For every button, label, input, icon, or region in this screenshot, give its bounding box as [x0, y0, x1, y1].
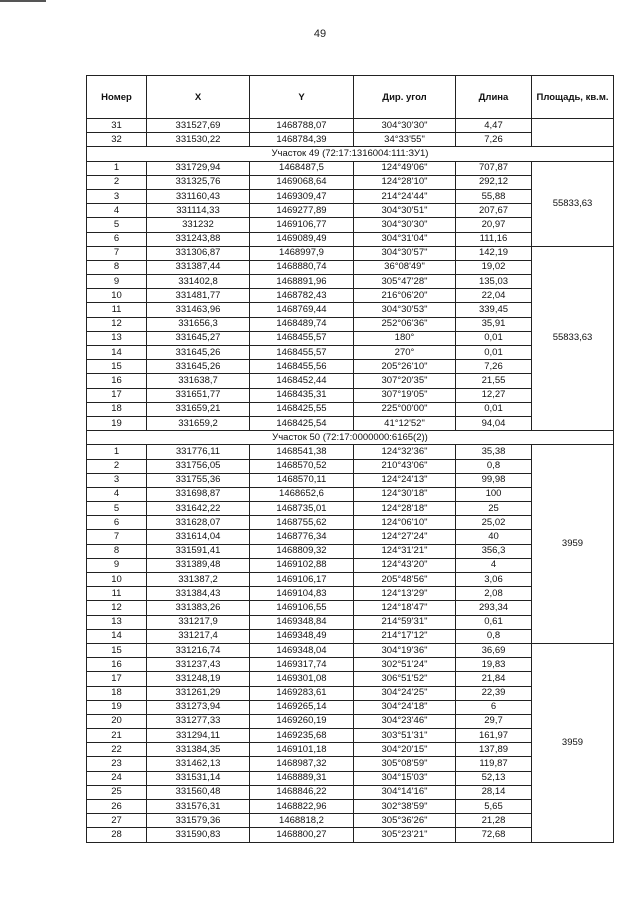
- y-coordinate: 1469309,47: [250, 189, 354, 203]
- length: 36,69: [456, 643, 532, 657]
- length: 22,39: [456, 686, 532, 700]
- table-row: [87, 643, 614, 657]
- x-coordinate: 331651,77: [147, 388, 250, 402]
- length: 4: [456, 558, 532, 572]
- length: 339,45: [456, 303, 532, 317]
- direction-angle: 304°20'15": [354, 743, 456, 757]
- y-coordinate: 1468541,38: [250, 445, 354, 459]
- y-coordinate: 1469101,18: [250, 743, 354, 757]
- point-number: 4: [87, 487, 147, 501]
- length: 0,8: [456, 629, 532, 643]
- y-coordinate: 1468570,11: [250, 473, 354, 487]
- length: 21,28: [456, 814, 532, 828]
- point-number: 12: [87, 317, 147, 331]
- y-coordinate: 1468455,57: [250, 331, 354, 345]
- length: 25: [456, 502, 532, 516]
- point-number: 24: [87, 771, 147, 785]
- direction-angle: 302°38'59": [354, 800, 456, 814]
- x-coordinate: 331384,43: [147, 587, 250, 601]
- point-number: 6: [87, 516, 147, 530]
- point-number: 12: [87, 601, 147, 615]
- direction-angle: 304°30'51": [354, 204, 456, 218]
- direction-angle: 36°08'49": [354, 260, 456, 274]
- x-coordinate: 331463,96: [147, 303, 250, 317]
- direction-angle: 124°27'24": [354, 530, 456, 544]
- header-length: Длина: [456, 76, 532, 119]
- y-coordinate: 1469106,77: [250, 218, 354, 232]
- direction-angle: 214°24'44": [354, 189, 456, 203]
- header-y: Y: [250, 76, 354, 119]
- x-coordinate: 331402,8: [147, 275, 250, 289]
- section-title: Участок 49 (72:17:1316004:111:ЗУ1): [87, 147, 614, 161]
- length: 7,26: [456, 360, 532, 374]
- point-number: 11: [87, 303, 147, 317]
- point-number: 3: [87, 473, 147, 487]
- direction-angle: 124°24'13": [354, 473, 456, 487]
- header-number: Номер: [87, 76, 147, 119]
- point-number: 8: [87, 544, 147, 558]
- length: 29,7: [456, 714, 532, 728]
- x-coordinate: 331590,83: [147, 828, 250, 842]
- y-coordinate: 1468809,32: [250, 544, 354, 558]
- direction-angle: 210°43'06": [354, 459, 456, 473]
- length: 7,26: [456, 133, 532, 147]
- point-number: 7: [87, 530, 147, 544]
- x-coordinate: 331645,26: [147, 360, 250, 374]
- y-coordinate: 1469348,49: [250, 629, 354, 643]
- y-coordinate: 1468769,44: [250, 303, 354, 317]
- point-number: 6: [87, 232, 147, 246]
- length: 0,01: [456, 331, 532, 345]
- y-coordinate: 1468987,32: [250, 757, 354, 771]
- direction-angle: 305°23'21": [354, 828, 456, 842]
- x-coordinate: 331261,29: [147, 686, 250, 700]
- x-coordinate: 331306,87: [147, 246, 250, 260]
- point-number: 5: [87, 218, 147, 232]
- length: 35,91: [456, 317, 532, 331]
- x-coordinate: 331277,33: [147, 714, 250, 728]
- point-number: 21: [87, 729, 147, 743]
- x-coordinate: 331527,69: [147, 119, 250, 133]
- point-number: 16: [87, 374, 147, 388]
- y-coordinate: 1468880,74: [250, 260, 354, 274]
- y-coordinate: 1468776,34: [250, 530, 354, 544]
- x-coordinate: 331387,44: [147, 260, 250, 274]
- y-coordinate: 1468435,31: [250, 388, 354, 402]
- point-number: 19: [87, 700, 147, 714]
- y-coordinate: 1469260,19: [250, 714, 354, 728]
- length: 137,89: [456, 743, 532, 757]
- y-coordinate: 1468846,22: [250, 785, 354, 799]
- length: 707,87: [456, 161, 532, 175]
- direction-angle: 124°49'06": [354, 161, 456, 175]
- direction-angle: 252°06'36": [354, 317, 456, 331]
- area-value: 3959: [532, 643, 614, 842]
- length: 22,04: [456, 289, 532, 303]
- length: 135,03: [456, 275, 532, 289]
- x-coordinate: 331628,07: [147, 516, 250, 530]
- direction-angle: 124°06'10": [354, 516, 456, 530]
- point-number: 18: [87, 686, 147, 700]
- length: 35,38: [456, 445, 532, 459]
- length: 6: [456, 700, 532, 714]
- length: 207,67: [456, 204, 532, 218]
- x-coordinate: 331638,7: [147, 374, 250, 388]
- direction-angle: 205°48'56": [354, 573, 456, 587]
- length: 19,83: [456, 658, 532, 672]
- section-title: Участок 50 (72:17:0000000:6165(2)): [87, 431, 614, 445]
- length: 20,97: [456, 218, 532, 232]
- direction-angle: 304°23'46": [354, 714, 456, 728]
- point-number: 3: [87, 189, 147, 203]
- y-coordinate: 1468487,5: [250, 161, 354, 175]
- x-coordinate: 331645,27: [147, 331, 250, 345]
- length: 5,65: [456, 800, 532, 814]
- point-number: 32: [87, 133, 147, 147]
- x-coordinate: 331776,11: [147, 445, 250, 459]
- point-number: 2: [87, 175, 147, 189]
- length: 12,27: [456, 388, 532, 402]
- point-number: 7: [87, 246, 147, 260]
- point-number: 5: [87, 502, 147, 516]
- header-direction-angle: Дир. угол: [354, 76, 456, 119]
- length: 94,04: [456, 416, 532, 430]
- x-coordinate: 331591,41: [147, 544, 250, 558]
- x-coordinate: 331729,94: [147, 161, 250, 175]
- x-coordinate: 331530,22: [147, 133, 250, 147]
- y-coordinate: 1469277,89: [250, 204, 354, 218]
- direction-angle: 304°30'30": [354, 119, 456, 133]
- x-coordinate: 331160,43: [147, 189, 250, 203]
- y-coordinate: 1469068,64: [250, 175, 354, 189]
- point-number: 9: [87, 275, 147, 289]
- y-coordinate: 1468455,56: [250, 360, 354, 374]
- length: 52,13: [456, 771, 532, 785]
- x-coordinate: 331217,9: [147, 615, 250, 629]
- point-number: 19: [87, 416, 147, 430]
- y-coordinate: 1469348,04: [250, 643, 354, 657]
- y-coordinate: 1468570,52: [250, 459, 354, 473]
- area-value: 55833,63: [532, 246, 614, 430]
- point-number: 8: [87, 260, 147, 274]
- x-coordinate: 331384,35: [147, 743, 250, 757]
- y-coordinate: 1469104,83: [250, 587, 354, 601]
- direction-angle: 305°36'26": [354, 814, 456, 828]
- x-coordinate: 331389,48: [147, 558, 250, 572]
- direction-angle: 305°47'28": [354, 275, 456, 289]
- point-number: 20: [87, 714, 147, 728]
- section-title-row: [87, 431, 614, 445]
- table-row: [87, 119, 614, 133]
- point-number: 11: [87, 587, 147, 601]
- y-coordinate: 1468455,57: [250, 346, 354, 360]
- length: 21,84: [456, 672, 532, 686]
- direction-angle: 216°06'20": [354, 289, 456, 303]
- x-coordinate: 331656,3: [147, 317, 250, 331]
- direction-angle: 307°19'05": [354, 388, 456, 402]
- table-row: [87, 246, 614, 260]
- y-coordinate: 1468652,6: [250, 487, 354, 501]
- y-coordinate: 1468818,2: [250, 814, 354, 828]
- point-number: 14: [87, 629, 147, 643]
- y-coordinate: 1468755,62: [250, 516, 354, 530]
- x-coordinate: 331642,22: [147, 502, 250, 516]
- point-number: 10: [87, 573, 147, 587]
- x-coordinate: 331217,4: [147, 629, 250, 643]
- point-number: 31: [87, 119, 147, 133]
- direction-angle: 302°51'24": [354, 658, 456, 672]
- direction-angle: 305°08'59": [354, 757, 456, 771]
- direction-angle: 270°: [354, 346, 456, 360]
- x-coordinate: 331462,13: [147, 757, 250, 771]
- length: 0,61: [456, 615, 532, 629]
- length: 142,19: [456, 246, 532, 260]
- length: 0,01: [456, 346, 532, 360]
- y-coordinate: 1469348,84: [250, 615, 354, 629]
- table-row: [87, 161, 614, 175]
- x-coordinate: 331755,36: [147, 473, 250, 487]
- x-coordinate: 331273,94: [147, 700, 250, 714]
- point-number: 17: [87, 672, 147, 686]
- direction-angle: 307°20'35": [354, 374, 456, 388]
- page-number: 49: [313, 28, 327, 40]
- point-number: 22: [87, 743, 147, 757]
- length: 55,88: [456, 189, 532, 203]
- length: 21,55: [456, 374, 532, 388]
- y-coordinate: 1469089,49: [250, 232, 354, 246]
- x-coordinate: 331243,88: [147, 232, 250, 246]
- y-coordinate: 1469102,88: [250, 558, 354, 572]
- y-coordinate: 1469235,68: [250, 729, 354, 743]
- direction-angle: 304°30'57": [354, 246, 456, 260]
- x-coordinate: 331698,87: [147, 487, 250, 501]
- point-number: 2: [87, 459, 147, 473]
- y-coordinate: 1469106,17: [250, 573, 354, 587]
- direction-angle: 124°43'20": [354, 558, 456, 572]
- header-area: Площадь, кв.м.: [532, 76, 614, 119]
- x-coordinate: 331645,26: [147, 346, 250, 360]
- coordinates-table: [86, 75, 614, 843]
- y-coordinate: 1468735,01: [250, 502, 354, 516]
- length: 4,47: [456, 119, 532, 133]
- point-number: 15: [87, 643, 147, 657]
- point-number: 26: [87, 800, 147, 814]
- y-coordinate: 1469283,61: [250, 686, 354, 700]
- point-number: 15: [87, 360, 147, 374]
- x-coordinate: 331756,05: [147, 459, 250, 473]
- table-body: [87, 119, 614, 843]
- direction-angle: 225°00'00": [354, 402, 456, 416]
- point-number: 13: [87, 615, 147, 629]
- y-coordinate: 1468788,07: [250, 119, 354, 133]
- x-coordinate: 331481,77: [147, 289, 250, 303]
- table-header-row: [87, 76, 614, 119]
- direction-angle: 214°17'12": [354, 629, 456, 643]
- x-coordinate: 331531,14: [147, 771, 250, 785]
- direction-angle: 180°: [354, 331, 456, 345]
- direction-angle: 34°33'55": [354, 133, 456, 147]
- point-number: 27: [87, 814, 147, 828]
- point-number: 23: [87, 757, 147, 771]
- length: 3,06: [456, 573, 532, 587]
- y-coordinate: 1469265,14: [250, 700, 354, 714]
- point-number: 14: [87, 346, 147, 360]
- length: 28,14: [456, 785, 532, 799]
- point-number: 10: [87, 289, 147, 303]
- length: 99,98: [456, 473, 532, 487]
- y-coordinate: 1468891,96: [250, 275, 354, 289]
- length: 40: [456, 530, 532, 544]
- x-coordinate: 331294,11: [147, 729, 250, 743]
- x-coordinate: 331237,43: [147, 658, 250, 672]
- point-number: 13: [87, 331, 147, 345]
- y-coordinate: 1468997,9: [250, 246, 354, 260]
- direction-angle: 124°30'18": [354, 487, 456, 501]
- y-coordinate: 1468800,27: [250, 828, 354, 842]
- point-number: 25: [87, 785, 147, 799]
- y-coordinate: 1468782,43: [250, 289, 354, 303]
- y-coordinate: 1468425,54: [250, 416, 354, 430]
- direction-angle: 41°12'52": [354, 416, 456, 430]
- x-coordinate: 331576,31: [147, 800, 250, 814]
- x-coordinate: 331383,26: [147, 601, 250, 615]
- x-coordinate: 331216,74: [147, 643, 250, 657]
- direction-angle: 124°28'18": [354, 502, 456, 516]
- y-coordinate: 1469317,74: [250, 658, 354, 672]
- direction-angle: 304°15'03": [354, 771, 456, 785]
- direction-angle: 304°24'25": [354, 686, 456, 700]
- table-row: [87, 445, 614, 459]
- point-number: 17: [87, 388, 147, 402]
- y-coordinate: 1468452,44: [250, 374, 354, 388]
- direction-angle: 124°32'36": [354, 445, 456, 459]
- direction-angle: 304°31'04": [354, 232, 456, 246]
- x-coordinate: 331560,48: [147, 785, 250, 799]
- x-coordinate: 331614,04: [147, 530, 250, 544]
- direction-angle: 214°59'31": [354, 615, 456, 629]
- direction-angle: 124°18'47": [354, 601, 456, 615]
- direction-angle: 304°19'36": [354, 643, 456, 657]
- x-coordinate: 331114,33: [147, 204, 250, 218]
- point-number: 28: [87, 828, 147, 842]
- y-coordinate: 1468489,74: [250, 317, 354, 331]
- point-number: 1: [87, 161, 147, 175]
- x-coordinate: 331248,19: [147, 672, 250, 686]
- x-coordinate: 331579,36: [147, 814, 250, 828]
- length: 161,97: [456, 729, 532, 743]
- length: 292,12: [456, 175, 532, 189]
- y-coordinate: 1468784,39: [250, 133, 354, 147]
- y-coordinate: 1468889,31: [250, 771, 354, 785]
- point-number: 9: [87, 558, 147, 572]
- length: 0,01: [456, 402, 532, 416]
- direction-angle: 124°13'29": [354, 587, 456, 601]
- length: 111,16: [456, 232, 532, 246]
- direction-angle: 124°28'10": [354, 175, 456, 189]
- direction-angle: 306°51'52": [354, 672, 456, 686]
- length: 100: [456, 487, 532, 501]
- y-coordinate: 1469301,08: [250, 672, 354, 686]
- corner-mark: [0, 0, 46, 2]
- direction-angle: 303°51'31": [354, 729, 456, 743]
- length: 25,02: [456, 516, 532, 530]
- x-coordinate: 331232: [147, 218, 250, 232]
- area-value: 3959: [532, 445, 614, 644]
- direction-angle: 304°30'30": [354, 218, 456, 232]
- y-coordinate: 1469106,55: [250, 601, 354, 615]
- area-value: 55833,63: [532, 161, 614, 246]
- direction-angle: 304°24'18": [354, 700, 456, 714]
- direction-angle: 124°31'21": [354, 544, 456, 558]
- y-coordinate: 1468425,55: [250, 402, 354, 416]
- direction-angle: 304°14'16": [354, 785, 456, 799]
- length: 356,3: [456, 544, 532, 558]
- x-coordinate: 331659,2: [147, 416, 250, 430]
- point-number: 16: [87, 658, 147, 672]
- point-number: 1: [87, 445, 147, 459]
- area-value: [532, 119, 614, 147]
- point-number: 4: [87, 204, 147, 218]
- length: 72,68: [456, 828, 532, 842]
- length: 0,8: [456, 459, 532, 473]
- header-x: X: [147, 76, 250, 119]
- length: 293,34: [456, 601, 532, 615]
- y-coordinate: 1468822,96: [250, 800, 354, 814]
- length: 119,87: [456, 757, 532, 771]
- direction-angle: 304°30'53": [354, 303, 456, 317]
- x-coordinate: 331387,2: [147, 573, 250, 587]
- length: 2,08: [456, 587, 532, 601]
- length: 19,02: [456, 260, 532, 274]
- x-coordinate: 331325,76: [147, 175, 250, 189]
- point-number: 18: [87, 402, 147, 416]
- x-coordinate: 331659,21: [147, 402, 250, 416]
- direction-angle: 205°26'10": [354, 360, 456, 374]
- section-title-row: [87, 147, 614, 161]
